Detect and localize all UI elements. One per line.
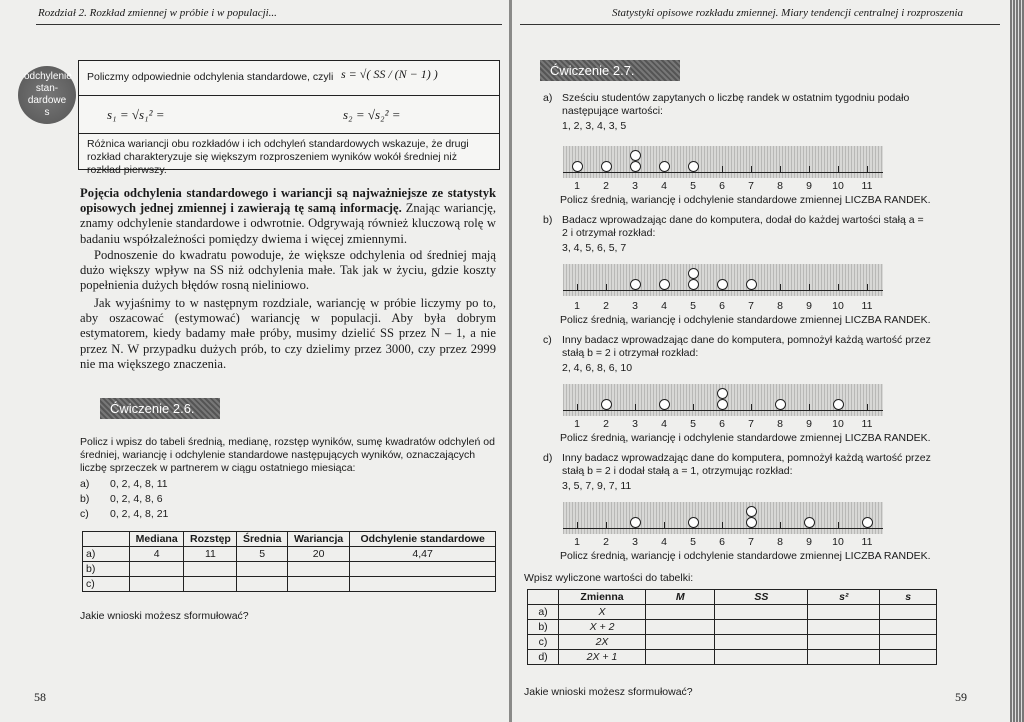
axis-tick-label: 5 [690, 180, 696, 192]
exercise-2-6-banner: Ćwiczenie 2.6. [100, 398, 220, 419]
table-cell[interactable] [808, 635, 880, 650]
axis-tick [780, 166, 781, 173]
page-edges [1010, 0, 1024, 722]
axis-tick-label: 10 [832, 180, 844, 192]
table-cell: b) [528, 620, 559, 635]
axis-tick [606, 284, 607, 291]
formula-s1: s₁ = √s₁² = [107, 107, 165, 122]
table-row [528, 605, 937, 620]
table-row [528, 620, 937, 635]
axis-tick [838, 166, 839, 173]
axis-tick-label: 4 [661, 418, 667, 430]
item-b [80, 493, 163, 506]
axis-tick-label: 2 [603, 300, 609, 312]
table-cell: c) [83, 577, 130, 592]
axis-tick-label: 6 [719, 418, 725, 430]
table-cell[interactable] [350, 562, 496, 577]
table-row [83, 547, 496, 562]
part-b-caption: Policz średnią, wariancję i odchylenie standardowe zmiennej LICZBA RANDEK. [560, 314, 931, 326]
table-cell[interactable]: 11 [184, 547, 237, 562]
table-row [83, 577, 496, 592]
axis-tick [867, 404, 868, 411]
data-dot [572, 161, 583, 172]
part-a-caption: Policz średnią, wariancję i odchylenie standardowe zmiennej LICZBA RANDEK. [560, 194, 931, 206]
axis-tick-label: 9 [806, 418, 812, 430]
axis-tick-label: 4 [661, 300, 667, 312]
axis-tick-label: 4 [661, 180, 667, 192]
right-question: Jakie wnioski możesz sformułować? [524, 686, 693, 698]
table-cell[interactable] [130, 562, 184, 577]
table-cell[interactable] [646, 650, 715, 665]
table-cell[interactable]: 20 [287, 547, 349, 562]
box-divider [79, 95, 499, 96]
table-cell[interactable] [808, 605, 880, 620]
table-cell[interactable] [880, 635, 937, 650]
axis-tick-label: 11 [861, 300, 873, 312]
axis-tick [635, 404, 636, 411]
item-a-label: a) [80, 478, 90, 490]
table-cell[interactable] [808, 620, 880, 635]
data-dot [746, 517, 757, 528]
axis-tick-label: 11 [861, 536, 873, 548]
axis-tick-label: 9 [806, 180, 812, 192]
axis-tick [780, 284, 781, 291]
axis-tick-label: 2 [603, 536, 609, 548]
dot-strip-a [563, 146, 883, 178]
table-cell: X [559, 605, 646, 620]
data-dot [688, 279, 699, 290]
part-a-text: Sześciu studentów zapytanych o liczbę randek w ostatnim tygodniu podało następujące wartości: [562, 92, 910, 117]
axis-tick-label: 3 [632, 418, 638, 430]
item-b-values: 0, 2, 4, 8, 6 [110, 493, 163, 505]
axis-tick [722, 522, 723, 529]
axis-tick-label: 6 [719, 300, 725, 312]
table-cell[interactable] [646, 620, 715, 635]
axis-tick [751, 166, 752, 173]
table-cell[interactable]: 5 [237, 547, 287, 562]
part-c-caption: Policz średnią, wariancję i odchylenie standardowe zmiennej LICZBA RANDEK. [560, 432, 931, 444]
axis-tick-label: 7 [748, 418, 754, 430]
paragraph-1-rest: Znając wariancję, znamy odchylenie standardowe i odwrotnie. Odgrywają również kluczową rolę w badaniu współzależności pomiędzy dwiema i więcej zmiennymi. [80, 201, 496, 246]
exercise-2-6-intro: Policz i wpisz do tabeli średnią, medianę, rozstęp wyników, sumę kwadratów odchyleń od średniej, wariancję i odchylenie standardowe następujących wyników, oznaczających liczbę sprzeczek w partnerem w ciągu ostatniego miesiąca: [80, 436, 495, 474]
table-cell: b) [83, 562, 130, 577]
axis-tick-label: 4 [661, 536, 667, 548]
data-dot [601, 161, 612, 172]
axis-tick-label: 2 [603, 180, 609, 192]
part-d-caption: Policz średnią, wariancję i odchylenie standardowe zmiennej LICZBA RANDEK. [560, 550, 931, 562]
axis-tick-label: 6 [719, 180, 725, 192]
paragraph-1-bold: Pojęcia odchylenia standardowego i wariancji są najważniejsze ze statystyk opisowych jednej zmiennej i zawierają tę samą informację. [80, 186, 496, 216]
table-header-cell: SS [715, 590, 808, 605]
data-dot [775, 399, 786, 410]
table-cell[interactable]: 4,47 [350, 547, 496, 562]
table-cell[interactable] [808, 650, 880, 665]
axis-tick [577, 522, 578, 529]
table-cell[interactable] [646, 605, 715, 620]
axis-tick-label: 10 [832, 300, 844, 312]
table-cell[interactable]: 4 [130, 547, 184, 562]
margin-badge [18, 66, 76, 124]
table-cell[interactable] [237, 577, 287, 592]
data-dot [746, 506, 757, 517]
part-b-label: b) [543, 214, 553, 226]
part-d-text: Inny badacz wprowadzając dane do komputera, pomnożył każdą wartość przez stałą b = 2 i dodał stałą a = 1, otrzymując rozkład: [562, 452, 931, 477]
data-dot [659, 161, 670, 172]
table-header-cell: Średnia [237, 532, 287, 547]
part-b-text: Badacz wprowadzając dane do komputera, dodał do każdej wartości stałą a = 2 i otrzymał rozkład: [562, 214, 924, 239]
axis-tick-label: 1 [574, 180, 580, 192]
axis-tick [577, 404, 578, 411]
table-row [83, 562, 496, 577]
table-cell: a) [83, 547, 130, 562]
table-cell[interactable] [715, 620, 808, 635]
table-header-cell: s² [808, 590, 880, 605]
data-dot [630, 161, 641, 172]
axis-tick [838, 522, 839, 529]
axis-tick-label: 3 [632, 300, 638, 312]
axis-tick-label: 8 [777, 418, 783, 430]
part-c-values: 2, 4, 6, 8, 6, 10 [562, 362, 633, 374]
table-cell: 2X + 1 [559, 650, 646, 665]
axis-tick-label: 3 [632, 536, 638, 548]
data-dot [746, 279, 757, 290]
axis-tick [577, 284, 578, 291]
data-dot [659, 279, 670, 290]
table-cell[interactable] [130, 577, 184, 592]
table-cell[interactable] [880, 650, 937, 665]
std-dev-box [78, 60, 500, 176]
table-cell[interactable] [184, 577, 237, 592]
table-cell[interactable] [715, 650, 808, 665]
dot-strip-c [563, 384, 883, 416]
book-spine [509, 0, 512, 722]
axis-tick-label: 8 [777, 536, 783, 548]
table-row [528, 635, 937, 650]
item-c-values: 0, 2, 4, 8, 21 [110, 508, 169, 520]
table-cell[interactable] [287, 577, 349, 592]
right-page-number: 59 [955, 690, 967, 704]
axis-tick [838, 284, 839, 291]
item-b-label: b) [80, 493, 90, 505]
data-dot [717, 279, 728, 290]
table-cell: d) [528, 650, 559, 665]
axis-tick-label: 8 [777, 300, 783, 312]
table-cell: 2X [559, 635, 646, 650]
table-header-cell: Zmienna [559, 590, 646, 605]
left-header-rule [36, 24, 502, 25]
axis-tick-label: 2 [603, 418, 609, 430]
table-header-cell [528, 590, 559, 605]
dot-strip-d [563, 502, 883, 534]
dot-strip-b [563, 264, 883, 296]
table-intro: Wpisz wyliczone wartości do tabelki: [524, 572, 694, 584]
data-dot [659, 399, 670, 410]
axis-tick [693, 404, 694, 411]
axis-tick [867, 166, 868, 173]
exercise-2-6-table [82, 531, 496, 592]
table-cell[interactable] [237, 562, 287, 577]
table-header-cell [83, 532, 130, 547]
table-cell[interactable] [184, 562, 237, 577]
axis-tick [751, 404, 752, 411]
axis-tick-label: 1 [574, 300, 580, 312]
axis-tick-label: 1 [574, 536, 580, 548]
item-a-values: 0, 2, 4, 8, 11 [110, 478, 168, 490]
axis-tick-label: 7 [748, 180, 754, 192]
item-c-label: c) [80, 508, 89, 520]
table-cell: c) [528, 635, 559, 650]
table-header-cell: Odchylenie standardowe [350, 532, 496, 547]
data-dot [688, 268, 699, 279]
left-page-number: 58 [34, 690, 46, 704]
axis-tick-label: 5 [690, 300, 696, 312]
table-header-cell: Wariancja [287, 532, 349, 547]
table-cell: a) [528, 605, 559, 620]
axis-tick [809, 166, 810, 173]
axis-tick-label: 9 [806, 536, 812, 548]
part-a-values: 1, 2, 3, 4, 3, 5 [562, 120, 627, 132]
axis-tick [867, 284, 868, 291]
paragraph-2: Podnoszenie do kwadratu powoduje, że większe odchylenia od średniej mają dużo większy wpływ na SS niż odchylenia małe. Tak jak w życiu, gdzie koszty popełnienia dużych błędów rosną nieliniowo. [80, 248, 496, 293]
axis-tick-label: 7 [748, 300, 754, 312]
table-cell[interactable] [880, 620, 937, 635]
data-dot [688, 161, 699, 172]
axis-tick-label: 11 [861, 180, 873, 192]
right-page-header: Statystyki opisowe rozkładu zmiennej. Miary tendencji centralnej i rozproszenia [612, 7, 964, 19]
axis-tick-label: 3 [632, 180, 638, 192]
paragraph-3: Jak wyjaśnimy to w następnym rozdziale, wariancję w próbie liczymy po to, aby oszacować (estymować) wariancję w populacji. Aby była dobrym estymatorem, kiedy badamy małe próby, musimy dzielić SS przez N – 1, a nie przez N. W przypadku dużych prób, to czy dzielimy przez 3000, czy przez 2999 nie ma większego znaczenia. [80, 296, 496, 371]
axis-tick [809, 404, 810, 411]
box-conclusion: Różnica wariancji obu rozkładów i ich odchyleń standardowych wskazuje, że drugi rozkład charakteryzuje się większym rozproszeniem wyników wokół średniej niż rozkład pierwszy. [87, 138, 469, 176]
axis-tick-label: 5 [690, 418, 696, 430]
item-c [80, 508, 169, 521]
axis-tick [809, 284, 810, 291]
axis-tick-label: 11 [861, 418, 873, 430]
part-c-label: c) [543, 334, 552, 346]
left-page-header: Rozdział 2. Rozkład zmiennej w próbie i w populacji... [38, 7, 277, 19]
table-cell[interactable] [715, 605, 808, 620]
data-dot [601, 399, 612, 410]
exercise-2-7-banner: Ćwiczenie 2.7. [540, 60, 680, 81]
table-header-row [528, 590, 937, 605]
data-dot [630, 150, 641, 161]
axis-tick-label: 7 [748, 536, 754, 548]
part-c-text: Inny badacz wprowadzając dane do komputera, pomnożył każdą wartość przez stałą b = 2 i otrzymał rozkład: [562, 334, 931, 359]
margin-badge-label: odchylenie stan- dardowe s [24, 71, 72, 118]
formula-main: s = √( SS / (N − 1) ) [341, 67, 438, 81]
data-dot [688, 517, 699, 528]
part-d-values: 3, 5, 7, 9, 7, 11 [562, 480, 632, 492]
axis-tick-label: 8 [777, 180, 783, 192]
table-row [528, 650, 937, 665]
table-cell[interactable] [350, 577, 496, 592]
part-d-label: d) [543, 452, 553, 464]
box-intro: Policzmy odpowiednie odchylenia standardowe, czyli [87, 71, 334, 83]
axis-tick [780, 522, 781, 529]
axis-tick-label: 6 [719, 536, 725, 548]
left-question: Jakie wnioski możesz sformułować? [80, 610, 249, 622]
table-cell[interactable] [287, 562, 349, 577]
data-dot [862, 517, 873, 528]
box-divider-2 [79, 133, 499, 134]
axis-tick-label: 10 [832, 536, 844, 548]
data-dot [630, 279, 641, 290]
table-header-cell: Rozstęp [184, 532, 237, 547]
table-header-row [83, 532, 496, 547]
formula-s2: s₂ = √s₂² = [343, 107, 401, 122]
axis-tick-label: 1 [574, 418, 580, 430]
axis-tick [606, 522, 607, 529]
table-header-cell: M [646, 590, 715, 605]
axis-tick-label: 10 [832, 418, 844, 430]
right-header-rule [520, 24, 1000, 25]
table-header-cell: s [880, 590, 937, 605]
axis-tick [664, 522, 665, 529]
table-cell[interactable] [646, 635, 715, 650]
axis-tick-label: 9 [806, 300, 812, 312]
data-dot [717, 399, 728, 410]
exercise-2-7-table [527, 589, 937, 665]
data-dot [717, 388, 728, 399]
table-header-cell: Mediana [130, 532, 184, 547]
data-dot [804, 517, 815, 528]
table-cell[interactable] [880, 605, 937, 620]
item-a [80, 478, 168, 491]
axis-tick [722, 166, 723, 173]
table-cell: X + 2 [559, 620, 646, 635]
data-dot [630, 517, 641, 528]
axis-tick-label: 5 [690, 536, 696, 548]
data-dot [833, 399, 844, 410]
part-b-values: 3, 4, 5, 6, 5, 7 [562, 242, 627, 254]
paragraph-1 [80, 186, 496, 247]
part-a-label: a) [543, 92, 553, 104]
table-cell[interactable] [715, 635, 808, 650]
